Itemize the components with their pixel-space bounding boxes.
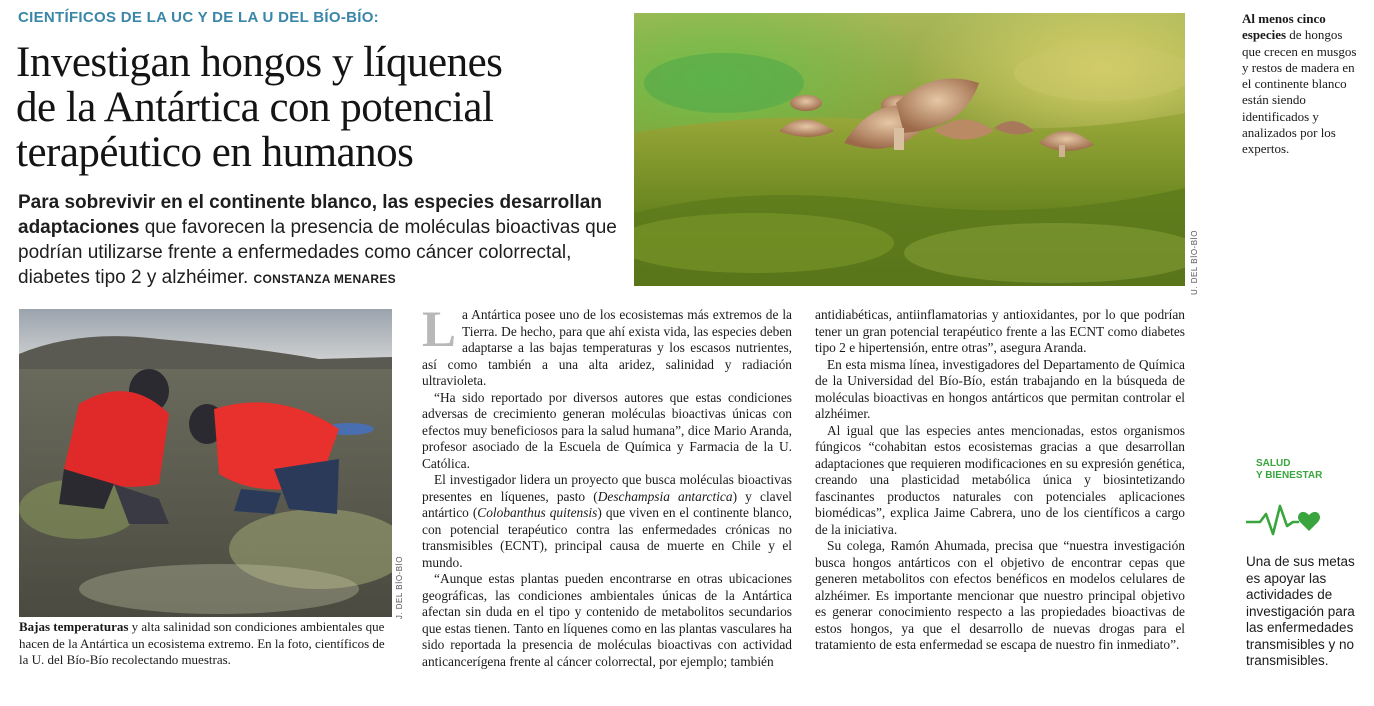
heartbeat-icon — [1246, 500, 1322, 540]
field-scientists-photo — [19, 309, 392, 617]
scientists-illustration — [19, 309, 392, 617]
caption-bold: Bajas temperaturas — [19, 619, 129, 634]
body-paragraph: Al igual que las especies antes mencionadas, estos organismos fúngicos “cohabitan estos ecosistemas gracias a que desarrollan adaptaciones que requieren modificaciones en su expresión genética, creando una plasticidad metabólica única y biosintetizando fascinantes productos naturales con potenciales aplicaciones biomédicas”, explica Jaime Cabrera, uno de los científicos a cargo de la iniciativa. — [815, 422, 1185, 537]
photo-caption — [19, 619, 391, 669]
mushroom-illustration — [634, 13, 1185, 286]
species-name: Deschampsia antarctica — [597, 488, 733, 504]
author-byline: CONSTANZA MENARES — [253, 272, 396, 286]
headline-line: de la Antártica con potencial — [16, 84, 494, 131]
side-note-text: de hongos que crecen en musgos y restos de madera en el continente blanco están siendo identificados y analizados por los expertos. — [1242, 27, 1357, 157]
ods-title — [1256, 458, 1322, 482]
body-paragraph-text: a Antártica posee uno de los ecosistemas más extremos de la Tierra. De hecho, para que ahí exista vida, las especies deben adaptarse a las bajas temperaturas y los escasos nutrientes, así como también a una alta aridez, salinidad y radiación ultravioleta. — [422, 307, 792, 388]
body-paragraph — [422, 472, 792, 571]
body-column-1 — [422, 302, 792, 670]
text-run: ) que viven en el continente blanco, con potencial terapéutico contra las enfermedades crónicas no transmisibles (ECNT), principal causa de muerte en Chile y el mundo. — [422, 505, 792, 570]
ods-title-line: SALUD — [1256, 458, 1291, 469]
headline-line: Investigan hongos y líquenes — [16, 39, 503, 86]
ods-description: Una de sus metas es apoyar las actividades de investigación para las enfermedades transmisibles y no transmisibles. — [1246, 554, 1355, 668]
photo-credit: J. DEL BÍO-BÍO — [395, 556, 404, 620]
deck-bold: Para sobrevivir en el continente blanco, las especies desarrollan adaptaciones — [18, 192, 602, 238]
body-paragraph: antidiabéticas, antiinflamatorias y antioxidantes, por lo que podrían tener un gran potencial terapéutico frente a las ECNT como diabetes tipo 2 e hipertensión, entre otras”, asegura Aranda. — [815, 307, 1185, 355]
body-paragraph: En esta misma línea, investigadores del Departamento de Química de la Universidad del Bío-Bío, están trabajando en la búsqueda de moléculas bioactivas en hongos antárticos que permitan controlar el alzhéimer. — [815, 356, 1185, 421]
drop-cap: L — [422, 302, 457, 358]
photo-credit: U. DEL BÍO-BÍO — [1190, 230, 1199, 295]
side-note — [1242, 11, 1362, 158]
caption-text: y alta salinidad son condiciones ambientales que hacen de la Antártica un ecosistema extremo. En la foto, científicos de la U. del Bío-Bío recolectando muestras. — [19, 619, 385, 667]
headline-line: terapéutico en humanos — [16, 129, 414, 176]
body-paragraph: “Aunque estas plantas pueden encontrarse en otras ubicaciones geográficas, las condiciones ambientales únicas de la Antártica afectan sin duda en el tipo y contenido de metabolitos secundarios que estas tienen. Tanto en líquenes como en las plantas vasculares ha sido reportada la presencia de moléculas bioactivas con actividad anticancerígena frente al cáncer colorrectal, por ejemplo; también — [422, 571, 792, 669]
species-name: Colobanthus quitensis — [477, 505, 598, 520]
article-deck — [18, 190, 628, 290]
body-paragraph: Su colega, Ramón Ahumada, precisa que “nuestra investigación busca hongos antárticos con el objetivo de encontrar cepas que generen metabolitos con efectos benéficos en modelos celulares de alzhéimer. Es importante mencionar que nuestro principal objetivo es generar conocimiento respecto a las propiedades bioactivas de estos hongos, ya que el desarrollo de nuevas drogas para el tratamiento de esta enfermedad se escapa de nuestro fin inmediato”. — [815, 538, 1185, 652]
body-paragraph — [422, 302, 792, 390]
side-note-bold: Al menos cinco especies — [1242, 11, 1326, 43]
body-column-2 — [815, 307, 1185, 654]
deck-text: que favorecen la presencia de moléculas bioactivas que podrían utilizarse frente a enfermedades como cáncer colorrectal, diabetes tipo 2 y alzhéimer. — [18, 217, 617, 288]
text-run: El investigador lidera un proyecto que busca moléculas bioactivas presentes en líquenes, pasto ( — [422, 472, 792, 504]
body-paragraph: “Ha sido reportado por diversos autores que estas condiciones adversas de crecimiento generan moléculas bioactivas únicas con efectos muy beneficiosos para la salud humana”, dice Mario Aranda, profesor asociado de la Escuela de Química y Farmacia de la U. Católica. — [422, 389, 792, 471]
article-kicker: CIENTÍFICOS DE LA UC Y DE LA U DEL BÍO-BÍO: — [18, 9, 379, 26]
text-run: ) y clavel antártico ( — [422, 488, 792, 520]
article-headline — [16, 40, 626, 175]
mushroom-moss-photo — [634, 13, 1185, 286]
ods-title-line: Y BIENESTAR — [1256, 470, 1323, 481]
